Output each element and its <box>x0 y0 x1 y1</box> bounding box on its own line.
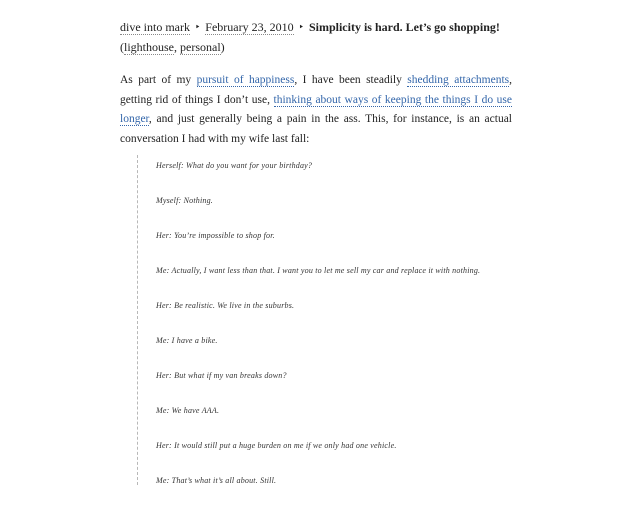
site-link[interactable]: dive into mark <box>120 20 190 34</box>
breadcrumb-separator-icon: ‣ <box>298 22 304 32</box>
tags-close-paren: ) <box>220 40 225 54</box>
conversation-line: Me: We have AAA. <box>156 406 220 415</box>
breadcrumb-separator-icon: ‣ <box>194 22 201 32</box>
intro-paragraph <box>120 71 512 149</box>
conversation-line: Herself: What do you want for your birthday? <box>156 161 313 170</box>
conversation-line: Me: I have a bike. <box>156 336 218 345</box>
tag-link-lighthouse[interactable]: lighthouse <box>124 40 174 54</box>
breadcrumb <box>120 18 520 57</box>
link-shedding-attachments[interactable]: shedding attachments <box>407 74 510 86</box>
intro-text-1: As part of my <box>120 74 197 86</box>
conversation-line: Me: Actually, I want less than that. I want you to let me sell my car and replace it with nothing. <box>156 266 481 275</box>
conversation-line: Her: It would still put a huge burden on me if we only had one vehicle. <box>156 441 397 450</box>
date-link[interactable]: February 23, 2010 <box>205 20 294 34</box>
tag-link-personal[interactable]: personal <box>180 40 221 54</box>
intro-text-3: , getting rid of things I don’t use, <box>120 74 513 106</box>
intro-text-2: , I have been steadily <box>294 74 408 86</box>
conversation-line: Her: You’re impossible to shop for. <box>156 231 275 240</box>
tags-open-paren: ( <box>120 40 124 54</box>
link-keeping-things-longer[interactable]: thinking about ways of keeping the things I do use longer <box>120 93 513 125</box>
conversation-line: Her: But what if my van breaks down? <box>156 371 287 380</box>
link-pursuit-of-happiness[interactable]: pursuit of happiness <box>196 74 295 86</box>
post-title: Simplicity is hard. Let’s go shopping! <box>308 20 500 34</box>
conversation-line: Her: Be realistic. We live in the suburbs. <box>156 301 295 310</box>
conversation-blockquote <box>137 155 512 485</box>
intro-text-4: , and just generally being a pain in the ass. This, for instance, is an actual conversation I had with my wife last fall: <box>120 113 512 145</box>
tags-comma: , <box>174 40 177 54</box>
conversation-line: Me: That’s what it’s all about. Still. <box>156 476 277 485</box>
conversation-line: Myself: Nothing. <box>156 196 213 205</box>
